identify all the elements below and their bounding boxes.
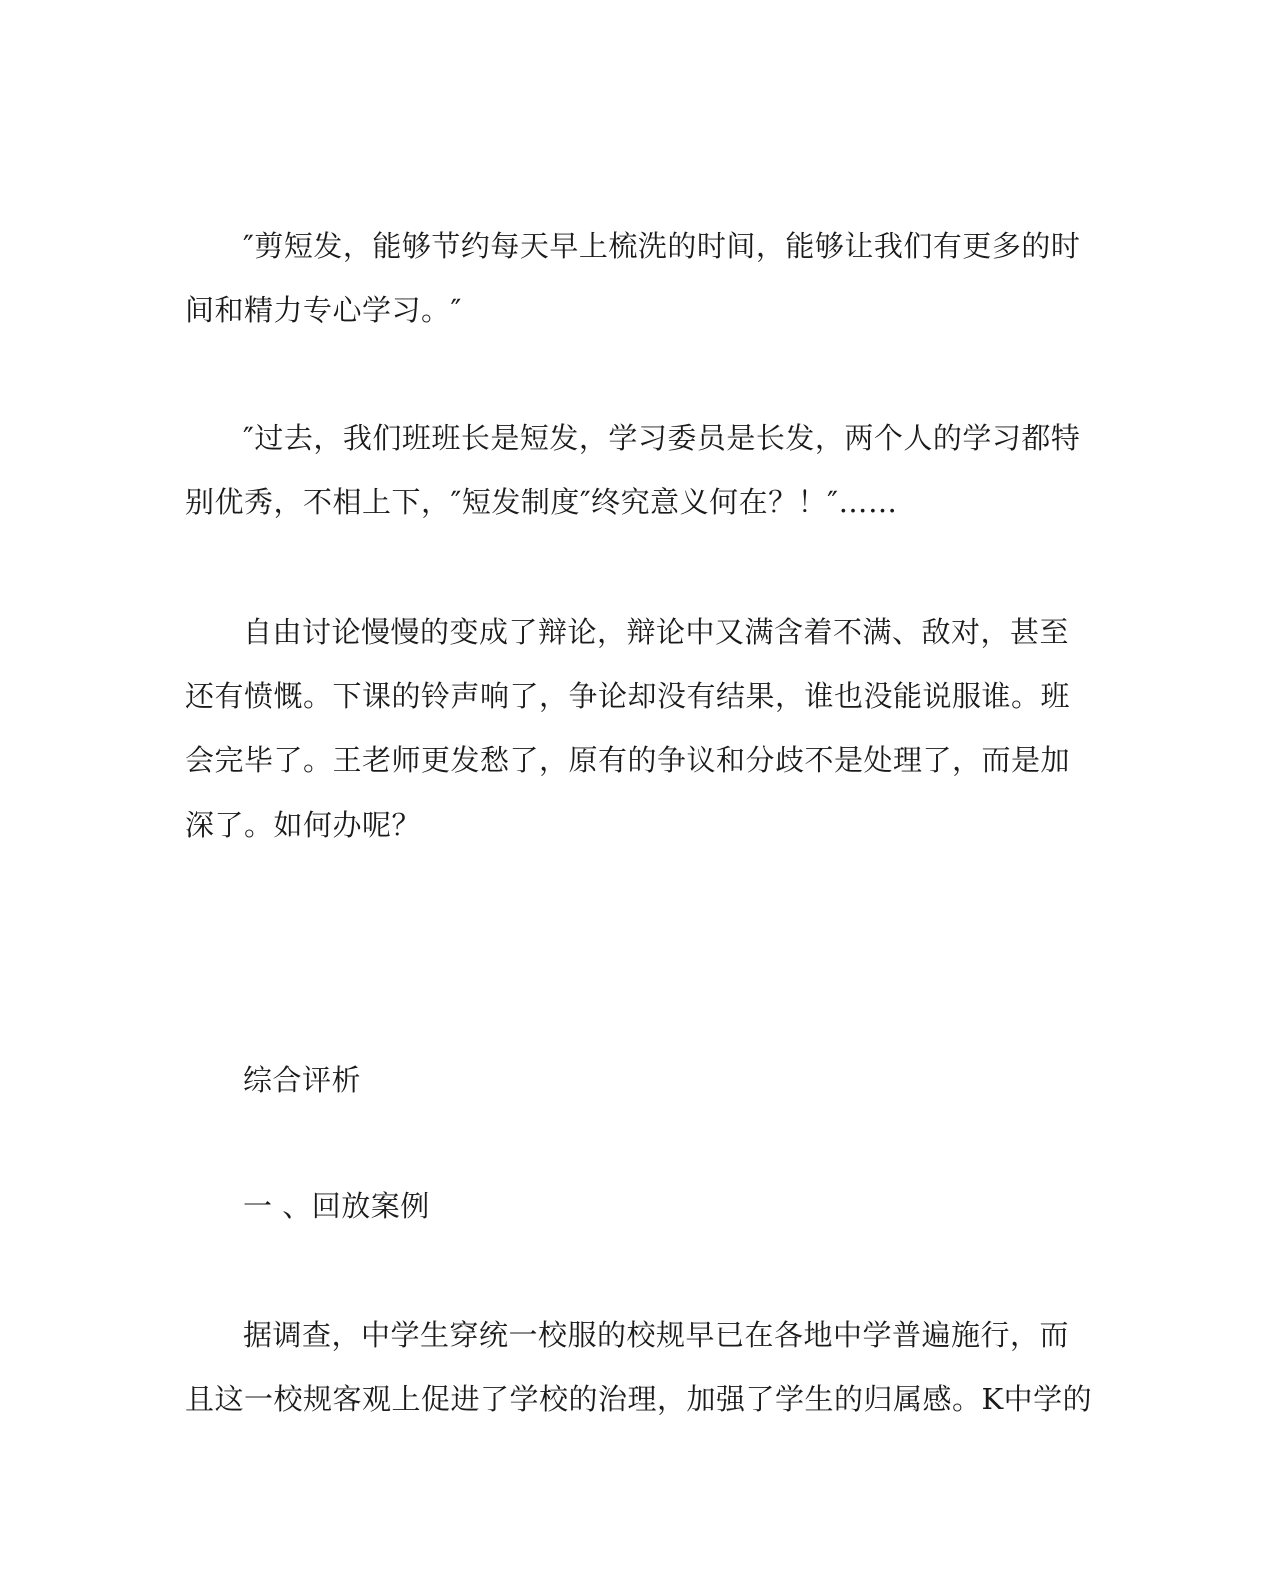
paragraph-3-line-1: 自由讨论慢慢的变成了辩论，辩论中又满含着不满、敌对，甚至 (243, 615, 1070, 649)
heading-comprehensive-analysis: 综合评析 (243, 1063, 362, 1097)
paragraph-4-line-1: 据调查，中学生穿统一校服的校规早已在各地中学普遍施行，而 (243, 1318, 1070, 1352)
paragraph-3-line-4: 深了。如何办呢？ (185, 808, 422, 842)
paragraph-1-line-1: ″剪短发，能够节约每天早上梳洗的时间，能够让我们有更多的时 (243, 229, 1081, 263)
paragraph-3-line-3: 会完毕了。王老师更发愁了，原有的争议和分歧不是处理了，而是加 (185, 743, 1071, 777)
heading-case-review: 一 、回放案例 (243, 1189, 430, 1223)
paragraph-1-line-2: 间和精力专心学习。″ (185, 293, 462, 327)
paragraph-2-line-1: ″过去，我们班班长是短发，学习委员是长发，两个人的学习都特 (243, 421, 1081, 455)
paragraph-3-line-2: 还有愤慨。下课的铃声响了，争论却没有结果，谁也没能说服谁。班 (185, 679, 1071, 713)
paragraph-2-line-2: 别优秀，不相上下，″短发制度″终究意义何在？！″…… (185, 485, 898, 519)
paragraph-4-line-2: 且这一校规客观上促进了学校的治理，加强了学生的归属感。K中学的 (185, 1382, 1093, 1416)
